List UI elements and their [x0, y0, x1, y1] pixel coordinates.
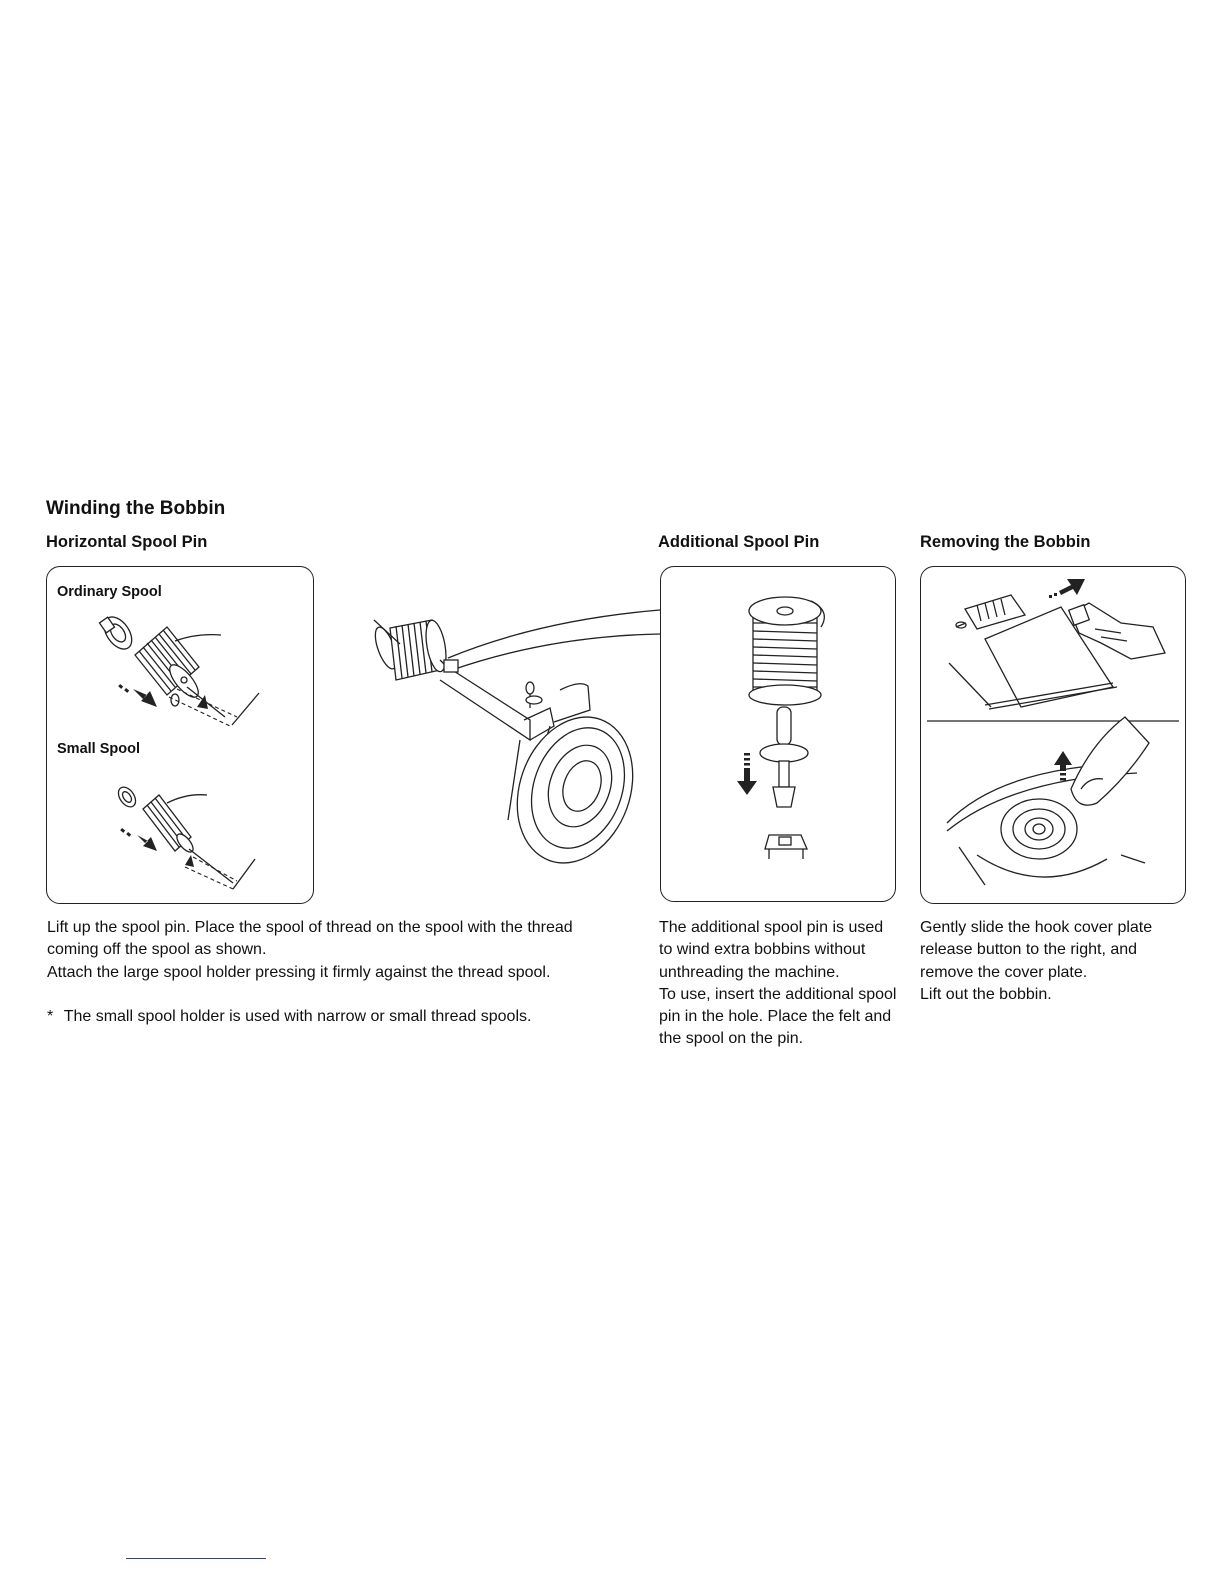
removing-paragraph-2: Lift out the bobbin.: [920, 985, 1052, 1003]
needle-plate-icon: [956, 595, 1025, 629]
additional-spool-pin-illustration: [661, 567, 895, 901]
handwheel-icon: [498, 701, 653, 880]
removing-paragraph-1: Gently slide the hook cover plate release button to the right, and remove the cover plate.: [920, 919, 1153, 981]
additional-spool-pin-text: [659, 917, 899, 1051]
footer-rule: [126, 1558, 266, 1559]
horizontal-note: [47, 1006, 607, 1028]
additional-spool-pin-figure-box: [660, 566, 896, 902]
additional-pin-icon: [760, 707, 808, 807]
removing-bobbin-heading: Removing the Bobbin: [920, 533, 1091, 551]
machine-top-illustration: [360, 600, 660, 900]
arrow-icon: [1054, 751, 1072, 781]
small-spool-holder-icon: [115, 784, 139, 810]
removing-bobbin-text: [920, 917, 1180, 1006]
arrow-icon: [737, 753, 757, 795]
spool-holder-figure-box: [46, 566, 314, 904]
bobbin-icon: [1001, 799, 1077, 859]
ordinary-spool-illustration: [47, 567, 313, 903]
note-marker: *: [47, 1007, 54, 1025]
removing-bobbin-illustration: [921, 567, 1185, 903]
pin-hole-icon: [765, 835, 807, 859]
small-spool-label: Small Spool: [57, 741, 140, 757]
horizontal-spool-pin-heading: Horizontal Spool Pin: [46, 533, 208, 551]
thread-spool-icon: [749, 597, 824, 705]
note-text: The small spool holder is used with narrow or small thread spools.: [63, 1007, 532, 1025]
arrow-icon: [1049, 579, 1085, 598]
additional-paragraph-1: The additional spool pin is used to wind extra bobbins without unthreading the machine.: [659, 919, 884, 981]
page-title: Winding the Bobbin: [46, 498, 226, 519]
ordinary-spool-label: Ordinary Spool: [57, 584, 162, 600]
additional-paragraph-2: To use, insert the additional spool pin in the hole. Place the felt and the spool on the pin.: [659, 985, 897, 1048]
removing-bobbin-figure-box: [920, 566, 1186, 904]
horizontal-spool-pin-text: [47, 917, 607, 1028]
additional-spool-pin-heading: Additional Spool Pin: [658, 533, 820, 551]
thread-spool-icon: [135, 627, 221, 701]
horizontal-paragraph-2: Attach the large spool holder pressing it firmly against the thread spool.: [47, 963, 551, 981]
spool-pin-icon: [526, 682, 542, 708]
spool-holder-icon: [99, 612, 138, 654]
horizontal-paragraph-1: Lift up the spool pin. Place the spool of thread on the spool with the thread coming off the spool as shown.: [47, 919, 573, 959]
finger-icon: [1071, 717, 1149, 805]
